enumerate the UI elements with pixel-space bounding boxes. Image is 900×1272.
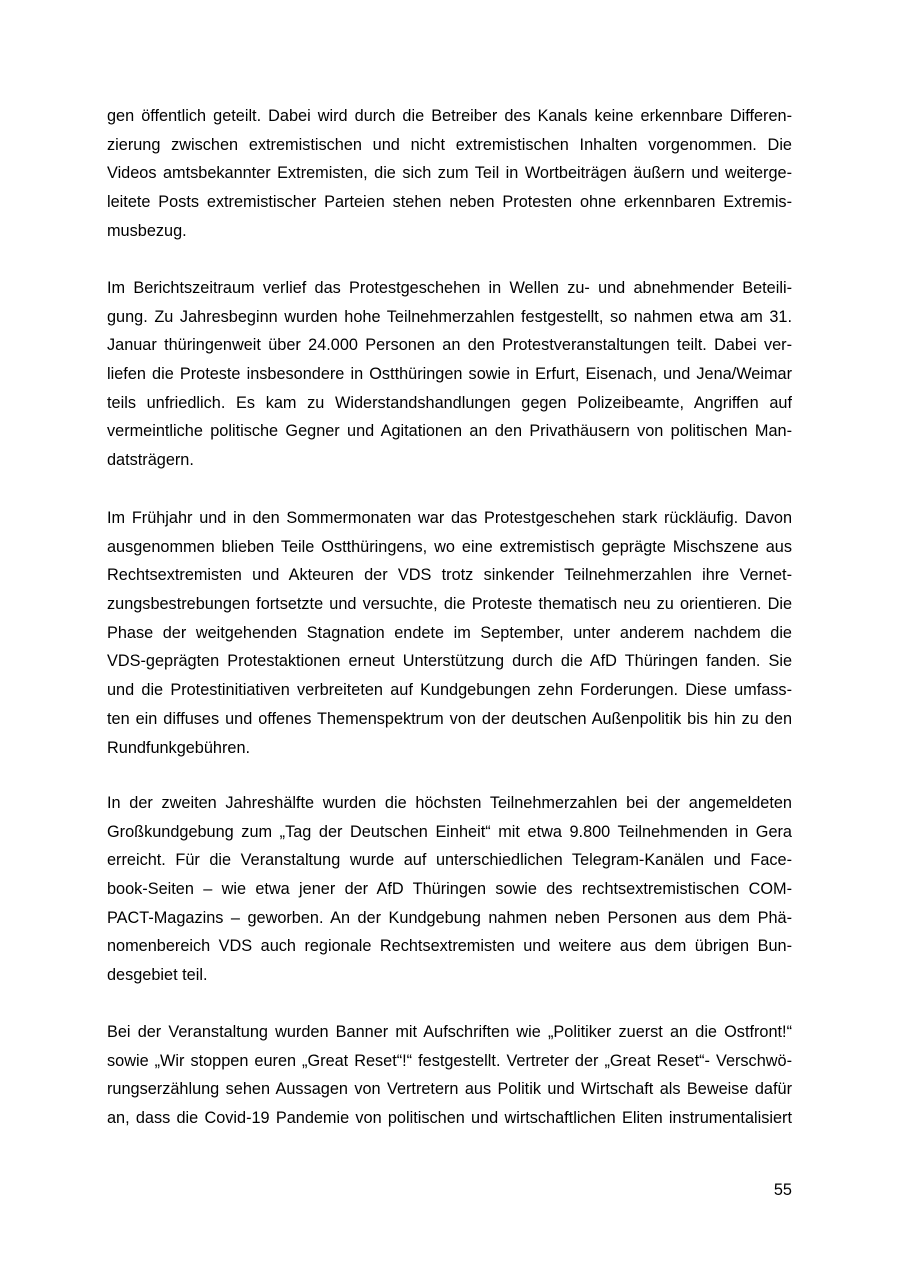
text-line: Januar thüringenweit über 24.000 Personen an den Protestveranstaltungen teilt. Dabei ver- [107,336,792,355]
text-line: Videos amtsbekannter Extremisten, die sich zum Teil in Wortbeiträgen äußern und weiterge- [107,164,792,183]
text-line: Phase der weitgehenden Stagnation endete im September, unter anderem nachdem die [107,623,792,642]
text-line: gen öffentlich geteilt. Dabei wird durch die Betreiber des Kanals keine erkennbare Differen- [107,107,792,125]
text-line: book-Seiten – wie etwa jener der AfD Thüringen sowie des rechtsextremistischen COM- [107,880,792,899]
text-line: ten ein diffuses und offenes Themenspektrum von der deutschen Außenpolitik bis hin zu den [107,709,792,728]
text-line: erreicht. Für die Veranstaltung wurde auf unterschiedlichen Telegram-Kanälen und Face- [107,851,792,870]
text-line: gung. Zu Jahresbeginn wurden hohe Teilnehmerzahlen festgestellt, so nahmen etwa am 31. [107,307,792,326]
text-line: sowie „Wir stoppen euren „Great Reset“!“ festgestellt. Vertreter der „Great Reset“- Verschwö- [107,1051,792,1070]
text-line: VDS-geprägten Protestaktionen erneut Unterstützung durch die AfD Thüringen fanden. Sie [107,652,792,671]
text-line: nomenbereich VDS auch regionale Rechtsextremisten und weitere aus dem übrigen Bun- [107,937,792,956]
paragraph-1 [107,102,792,245]
paragraph-2 [107,274,792,475]
text-line: zungsbestrebungen fortsetzte und versuchte, die Proteste thematisch neu zu orientieren. Die [107,595,792,614]
text-line: und die Protestinitiativen verbreiteten auf Kundgebungen zehn Forderungen. Diese umfass- [107,681,792,700]
text-line: leitete Posts extremistischer Parteien stehen neben Protesten ohne erkennbaren Extremis- [107,193,792,212]
text-line: an, dass die Covid-19 Pandemie von politischen und wirtschaftlichen Eliten instrumentalisiert [107,1109,792,1128]
text-line: vermeintliche politische Gegner und Agitationen an den Privathäusern von politischen Man- [107,422,792,441]
text-line: zierung zwischen extremistischen und nicht extremistischen Inhalten vorgenommen. Die [107,135,792,154]
text-line: Bei der Veranstaltung wurden Banner mit Aufschriften wie „Politiker zuerst an die Ostfront!“ [107,1023,792,1041]
paragraph-3 [107,504,792,762]
text-line: liefen die Proteste insbesondere in Ostthüringen sowie in Erfurt, Eisenach, und Jena/Weimar [107,365,792,384]
text-line: Rechtsextremisten und Akteuren der VDS trotz sinkender Teilnehmerzahlen ihre Vernet- [107,566,792,585]
text-line: rungserzählung sehen Aussagen von Vertretern aus Politik und Wirtschaft als Beweise dafür [107,1080,792,1099]
paragraph-4 [107,789,792,990]
text-line: teils unfriedlich. Es kam zu Widerstandshandlungen gegen Polizeibeamte, Angriffen auf [107,393,792,412]
page-number: 55 [773,1181,792,1199]
text-line: Rundfunkgebühren. [107,738,251,757]
text-line: ausgenommen blieben Teile Ostthüringens, wo eine extremistisch geprägte Mischszene aus [107,537,792,556]
paragraph-5 [107,1018,792,1133]
text-line: In der zweiten Jahreshälfte wurden die höchsten Teilnehmerzahlen bei der angemeldeten [107,794,792,812]
text-line: datsträgern. [107,451,194,470]
text-line: musbezug. [107,221,187,240]
text-line: Im Frühjahr und in den Sommermonaten war das Protestgeschehen stark rückläufig. Davon [107,509,792,527]
text-line: Im Berichtszeitraum verlief das Protestgeschehen in Wellen zu- und abnehmender Beteili- [107,279,792,297]
text-line: desgebiet teil. [107,966,208,985]
text-line: PACT-Magazins – geworben. An der Kundgebung nahmen neben Personen aus dem Phä- [107,908,792,927]
text-line: Großkundgebung zum „Tag der Deutschen Einheit“ mit etwa 9.800 Teilnehmenden in Gera [107,822,792,841]
